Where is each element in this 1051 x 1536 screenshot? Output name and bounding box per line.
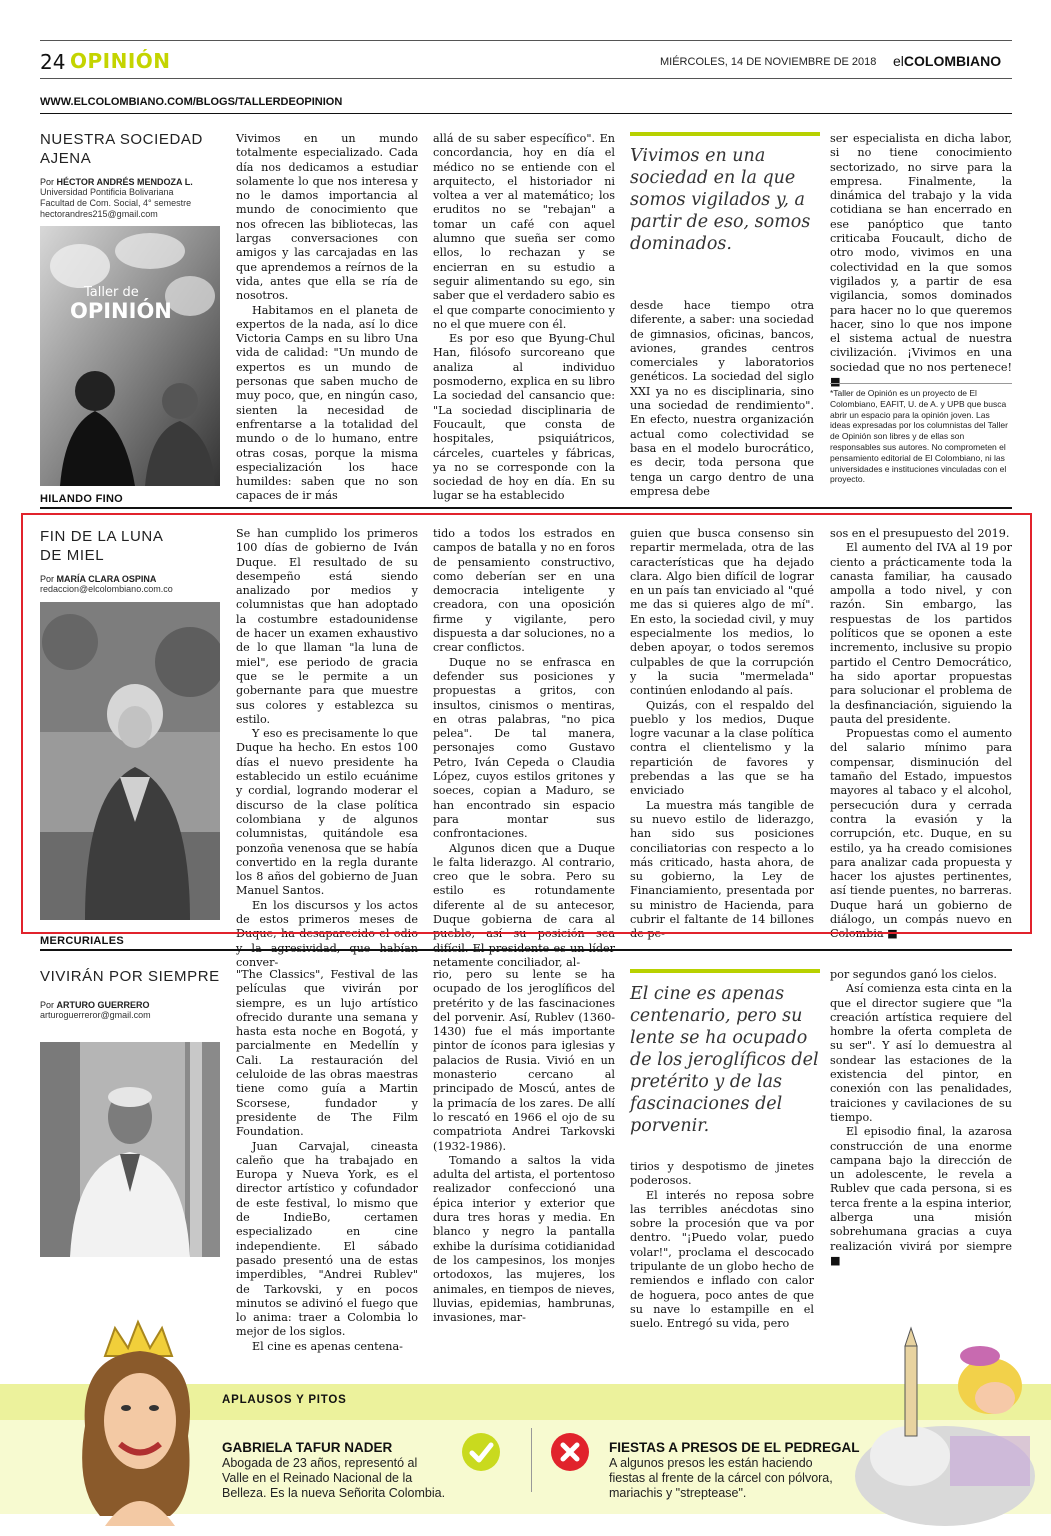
article2-paragraph: guien que busca consenso sin repartir mermelada, otra de las características que ha dejado clara. Algo bien difícil de lograr en un país tan enviciado al "qué me das si quieres algo de mí". En esto, la sociedad civil, y muy especialmente los medios, lo deben apoyar, o todos seremos culpables de que la corrupción y la sucia "mermelada" continúen enlodando al país. (630, 527, 814, 698)
article2-paragraph: El aumento del IVA al 19 por ciento a prácticamente toda la canasta familiar, ha causado ampolla a todo nivel, y con razón. Sin embargo, las respuestas de los partidos políticos que se oponen a este incremento, inclusive su propio partido el Centro Democrático, ha sido aportar propuestas para solucionar el problema de la desfinanciación, siguiendo la pauta del presidente. (830, 541, 1012, 726)
article1-column-2 (433, 132, 615, 504)
whistle-text: A algunos presos les están haciendo fiestas al frente de la cárcel con pólvora, mariachis y "streptease". (609, 1456, 833, 1500)
article3-byline: Por ARTURO GUERRERO (40, 1000, 150, 1010)
article2-paragraph: sos en el presupuesto del 2019. (830, 527, 1010, 540)
applause-text: Abogada de 23 años, representó al Valle en el Reinado Nacional de la Belleza. Es la nueva Señorita Colombia. (222, 1456, 446, 1500)
article2-paragraph: Propuestas como el aumento del salario mínimo para compensar, disminución del tamaño del Estado, impuestos mayores al tabaco y el alcohol, persecución dura y cerrada contra la evasión y la corrupción, etc. Duque, en su estilo, ya ha creado comisiones para analizar cada propuesta y hacer los ajustes pertinentes, así tiende puentes, no barreras. Duque hará un gobierno de diálogo, un compás nuevo en Colombia ■ (830, 727, 1012, 941)
article3-paragraph: por segundos ganó los cielos. (830, 968, 997, 981)
article3-column-4 (830, 968, 1012, 1268)
article1-affiliation1: Universidad Pontificia Bolivariana (40, 187, 174, 197)
aplausos-title: APLAUSOS Y PITOS (222, 1394, 347, 1406)
article1-column-1 (236, 132, 418, 504)
caricature-fiesta (850, 1326, 1040, 1526)
section-divider (40, 949, 1012, 951)
article1-paragraph: desde hace tiempo otra diferente, a saber: una sociedad de gimnasios, oficinas, bancos, aviones, grandes centros comerciales y laboratorios genéticos. La sociedad del siglo XXI ya no es disciplinaria, sino una sociedad de rendimiento". En efecto, nuestra organización actual como colectividad se basa en el modelo burocrático, es decir, toda persona que tenga un cargo dentro de una empresa debe (630, 299, 814, 498)
article1-column-3 (630, 299, 814, 499)
taller-label-1: Taller de (84, 285, 139, 300)
article1-byline: Por HÉCTOR ANDRÉS MENDOZA L. (40, 177, 193, 187)
article1-email[interactable]: hectorandres215@gmail.com (40, 209, 158, 219)
article3-sidebar (40, 967, 225, 1021)
article2-email[interactable]: redaccion@elcolombiano.com.co (40, 584, 173, 594)
quote-accent-bar (630, 969, 820, 973)
section-divider (40, 507, 1012, 509)
article3-column-2 (433, 968, 615, 1325)
article3-column-3 (630, 1160, 814, 1332)
article3-column-1 (236, 968, 418, 1354)
quote-accent-bar (630, 132, 820, 136)
article2-author: MARÍA CLARA OSPINA (56, 574, 157, 584)
article3-paragraph: El cine es apenas centena- (252, 1339, 403, 1353)
article2-paragraph: La muestra más tangible de su nuevo estilo de liderazgo, han sido sus posiciones conciliatorias con respecto a lo más criticado, hasta ahora, de su gobierno, la Ley de Financiamiento, presentada por su ministro de Hacienda, para cubrir el faltante de 14 billones de pe- (630, 798, 814, 941)
blog-url[interactable]: WWW.ELCOLOMBIANO.COM/BLOGS/TALLERDEOPINION (40, 96, 343, 108)
article2-paragraph: Duque no se enfrasca en defender sus posiciones y propuestas a gritos, con insultos, cinismos o mentiras, en otras palabras, "no pica pelea". De tal manera, personajes como Gustavo Petro, Iván Cepeda o Claudia López, cuyos estilos gritones y soeces, copian a Maduro, se han encontrado sin espacio para montar sus confrontaciones. (433, 655, 615, 841)
x-icon (551, 1433, 589, 1471)
article1-sidebar (40, 130, 225, 220)
article3-paragraph: Así comienza esta cinta en la que el director sugiere que "la creación artística requiere del hombre la oferta completa de su ser". Y así lo demuestra al sondear las estaciones de la existencia del pintor, en conexión con las penalidades, traiciones y cavilaciones de su tiempo. (830, 982, 1012, 1124)
article3-pull-quote: El cine es apenas centenario, pero su lente se ha ocupado de los jeroglíficos del pretérito y de las fascinaciones del porvenir. (630, 984, 819, 1136)
page-number: 24 (40, 50, 66, 74)
article3-paragraph: tirios y despotismo de jinetes poderosos. (630, 1160, 814, 1188)
article1-column-4 (830, 132, 1012, 389)
article3-paragraph: Tomando a saltos la vida adulta del artista, el portentoso realizador confeccionó una épica interior y exterior que dura tres horas y media. En blanco y negro la pantalla exhibe la durísima cotidianidad de los campesinos, los monjes ortodoxos, las mujeres, los animales, en tiempos de nieves, lluvias, epidemias, hambrunas, invasiones, mar- (433, 1153, 615, 1325)
taller-de-opinion-image (40, 226, 220, 486)
article1-paragraph: Es por eso que Byung-Chul Han, filósofo surcoreano que analiza al individuo posmoderno, explica en su libro La sociedad del cansancio que: "La sociedad disciplinaria de Foucault, que consta de hospitales, psiquiátricos, cárceles, cuarteles y fábricas, ya no se corresponde con la sociedad de hoy en día. En su lugar se ha establecido (433, 332, 615, 503)
article2-paragraph: Y eso es precisamente lo que Duque ha hecho. En estos 100 días el nuevo presidente ha establecido un estilo ecuánime y cordial, logrando moderar el discurso de la clase política colombiana y de algunos columnistas, quitándole esa ponzoña venenosa que se había convertido en la regla durante los 8 años del gobierno de Juan Manuel Santos. (236, 727, 418, 898)
article3-paragraph: Juan Carvajal, cineasta caleño que ha trabajado en Europa y Nueva York, es el director artístico y cofundador de este festival, lo mismo que de IndieBo, certamen especializado en cine independiente. El sábado pasado presentó una de estas imperdibles, "Andrei Rublev" de Tarkovski, y en pocos minutos se adivinó el fuego que lo anima: traer a Colombia lo mejor de los siglos. (236, 1139, 418, 1339)
article3-email[interactable]: arturoguerreror@gmail.com (40, 1010, 151, 1020)
article2-paragraph: Se han cumplido los primeros 100 días de gobierno de Iván Duque. El resultado de su desempeño está siendo analizado por medios y columnistas que han adoptado la costumbre estadounidense de hacer un examen exhaustivo de lo que llaman "la luna de miel", ese periodo de gracia que se le permite a un gobernante para que muestre sus colores y establezca su estilo. (236, 527, 418, 726)
article3-kicker: MERCURIALES (40, 935, 124, 947)
check-icon (462, 1433, 500, 1471)
article2-paragraph: En los discursos y los actos de estos primeros meses de Duque, ha desaparecido el odio conver- (236, 898, 418, 969)
article3-paragraph: rio, pero su lente se ha ocupado de los jeroglíficos del pretérito y de las fascinaciones del porvenir. Así, Rublev (1360-1430) fue el más importante pintor de íconos para iglesias y palacios de Rusia. Vivió en un monasterio cercano al principado de Moscú, antes de la primacía de los zares. De allí lo rescató en 1966 el ojo de su compatriota Andrei Tarkovski (1932-1986). (433, 968, 615, 1153)
article1-paragraph: ser especialista en dicha labor, si no tiene conocimiento sectorizado, no sirve para la empresa. Finalmente, la dinámica del trabajo y la vida cotidiana se han encerrado en ese panóptico que tanto criticaba Foucault, dicho de otro modo, vivimos en una colectividad en la que somos vigilados y, a partir de esa vigilancia, somos dominados para hacer no lo que queremos hacer, sino lo que nos impone el sistema actual de nuestra civilización. ¡Vivimos en una sociedad que no nos pertenece! ■ (830, 132, 1012, 389)
taller-footnote: *Taller de Opinión es un proyecto de El Colombiano, EAFIT, U. de A. y UPB que busca abrir un espacio para la opinión joven. Las ideas expresadas por los columnistas del Taller de Opinión son libres y de ellas son responsables sus autores. No comprometen el pensamiento editorial de El Colombiano, ni las universidades e instituciones vinculadas con el proyecto. (830, 383, 1012, 485)
brand-logo (893, 53, 1001, 69)
article3-title: VIVIRÁN POR SIEMPRE (40, 968, 220, 985)
article1-paragraph: Habitamos en el planeta de expertos de la nada, así lo dice Victoria Camps en su libro Una vida de calidad: "Un mundo de expertos es un mundo de personas que saben mucho de muy poco, que, en ningún caso, sienten la necesidad de enfrentarse a la totalidad del mundo o de lo humano, entre otras cosas, porque la misma especialización los hace humildes: saben que no son capaces de ir más (236, 303, 418, 503)
taller-label-2: OPINIÓN (70, 299, 172, 323)
article2-paragraph: tido a todos los estrados en campos de batalla y no en foros de pensamiento constructivo, como deberían ser en una democracia inteligente y creadora, con una oposición firme y vigilante, pero dispuesta a dar soluciones, no a crear conflictos. (433, 527, 615, 655)
article1-title: NUESTRA SOCIEDAD AJENA (40, 131, 203, 167)
header-top-rule (40, 40, 1012, 41)
brand-name: COLOMBIANO (903, 53, 1002, 69)
article3-paragraph: El interés no reposa sobre las terribles anécdotas sino sobre la procesión que va por dentro. "¡Puedo volar, puedo volar!", proclama el descocado tripulante de un globo hecho de remiendos e inflado con calor de hoguera, poco antes de que su nave lo estampille en el suelo. Entregó su vida, pero (630, 1188, 814, 1331)
article3-paragraph: El episodio final, la azarosa construcción de una enorme campana bajo la dirección de un adolescente, le revela a Rublev que cada persona, si es terca frente a la espina interior, alberga una misión sobrehumana gracias a cuya realización vivirá por siempre ■ (830, 1125, 1012, 1267)
header-bottom-rule (40, 78, 1012, 79)
article1-affiliation2: Facultad de Com. Social, 4° semestre (40, 198, 192, 208)
article2-paragraph: Algunos dicen que a Duque le falta liderazgo. Al contrario, creo que le sobra. Pero su estilo es rotundamente diferente al de su antecesor, Duque gobierna de cara al pueblo, así su posición sea netamente conciliador, al- (433, 841, 615, 969)
article3-author: ARTURO GUERRERO (56, 1000, 150, 1010)
caricature-gabriela (60, 1316, 210, 1526)
article2-byline: Por MARÍA CLARA OSPINA (40, 574, 157, 584)
section-title: OPINIÓN (70, 49, 171, 73)
whistle-name: FIESTAS A PRESOS DE EL PEDREGAL (609, 1440, 860, 1455)
article1-paragraph: Vivimos en un mundo totalmente especializado. Cada día nos dedicamos a estudiar solamente lo que nos interesa y no le damos importancia al mundo de conocimiento que nos ofrecen las bibliotecas, las largas conversaciones con amigos y las carcajadas en las que aprendemos a reírnos de la vida, antes que ella se ría de nosotros. (236, 132, 418, 303)
article1-author: HÉCTOR ANDRÉS MENDOZA L. (56, 177, 193, 187)
article2-kicker: HILANDO FINO (40, 493, 124, 505)
section-divider (40, 113, 1012, 114)
applause-name: GABRIELA TAFUR NADER (222, 1440, 393, 1455)
aplausos-divider (531, 1428, 532, 1492)
author-photo-arturo-guerrero (40, 1042, 220, 1257)
highlight-box (21, 513, 1032, 934)
article2-paragraph: Quizás, con el respaldo del pueblo y los medios, Duque logre vacunar a la clase política contra el clientelismo y la repartición de favores y prebendas a las que se ha enviciado (630, 698, 814, 798)
article2-title: FIN DE LA LUNA DE MIEL (40, 528, 163, 564)
article1-pull-quote: Vivimos en una sociedad en la que somos vigilados y, a partir de eso, somos dominados. (630, 146, 811, 254)
brand-prefix: el (893, 53, 904, 69)
dateline: MIÉRCOLES, 14 DE NOVIEMBRE DE 2018 (660, 56, 877, 68)
article1-paragraph: allá de su saber específico". En concordancia, hoy en día el médico no se entiende con el arquitecto, el historiador ni voltea a ver al matemático; los eruditos no se "rebajan" a tomar un café con aquel alumno que sueña ser como ellos, lo rechazan y se encierran en su estudio a seguir alimentando su ego, sin saber que el verdadero sabio es el que comparte conocimiento y no el que muere con él. (433, 132, 615, 331)
article3-paragraph: "The Classics", Festival de las películas que vivirán por siempre, es un lujo artístico ofrecido durante una semana y hasta esta noche en Bogotá, y parcialmente en Medellín y Cali. La restauración del celuloide de las obras maestras tiene como guía a Martin Scorsese, fundador y presidente de The Film Foundation. (236, 968, 418, 1139)
